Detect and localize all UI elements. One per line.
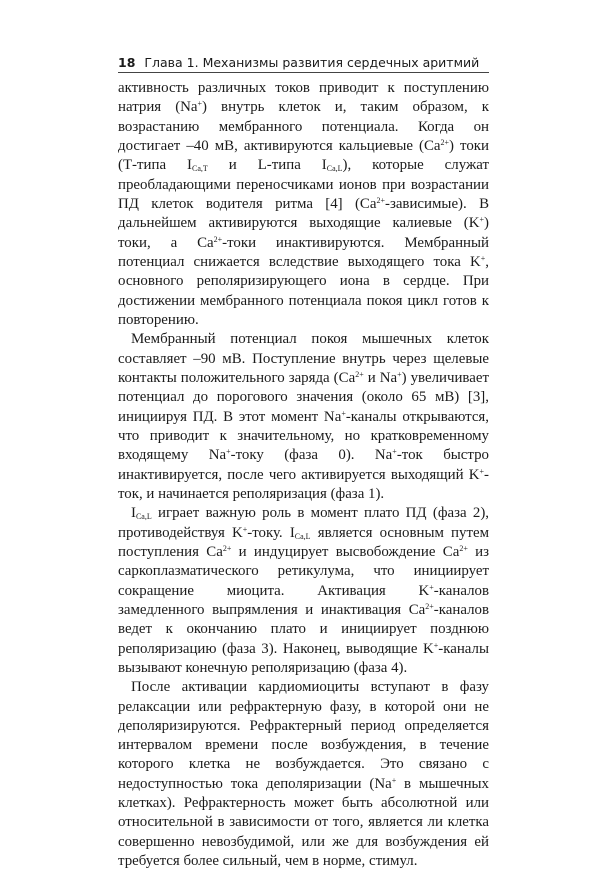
superscript: + bbox=[242, 524, 248, 534]
superscript: 2+ bbox=[355, 369, 364, 379]
superscript: 2+ bbox=[459, 543, 468, 553]
header-rule bbox=[118, 72, 489, 73]
text-run: ), которые служат преобладающими переносчиками ионов при возрастании ПД клеток водителя ритма [4] (Ca bbox=[118, 157, 489, 212]
text-run: и L-типа I bbox=[207, 157, 327, 174]
text-run: -ток, и начинается реполяризация (фаза 1). bbox=[118, 466, 489, 502]
text-run: ) внутрь клеток и, таким образом, к возрастанию мембранного потенциала. Когда он достигает –40 мВ, активируются кальциевые (Ca bbox=[118, 99, 489, 154]
text-run: и индуцирует высвобождение Ca bbox=[231, 543, 460, 560]
text-run: Мембранный потенциал покоя мышечных клеток составляет –90 мВ. Поступление внутрь через щелевые контакты положительного заряда (Ca bbox=[118, 331, 489, 386]
superscript: + bbox=[397, 369, 402, 379]
paragraph-1 bbox=[118, 79, 489, 330]
text-run: играет важную роль в момент плато ПД (фаза 2), противодействуя K bbox=[118, 505, 489, 541]
superscript: 2+ bbox=[222, 543, 232, 553]
superscript: 2+ bbox=[440, 137, 450, 147]
superscript: 2+ bbox=[376, 195, 385, 205]
superscript: + bbox=[433, 640, 439, 650]
chapter-title: Глава 1. Механизмы развития сердечных аритмий bbox=[144, 55, 480, 70]
text-run: , основного реполяризирующего иона в сердце. При достижении мембранного потенциала покоя цикл готов к повторению. bbox=[118, 253, 489, 328]
text-run: -ток быстро инактивируется, после чего активируется выходящий K bbox=[118, 447, 489, 483]
text-run: -каналов ведет к окончанию плато и инициирует позднюю реполяризацию (фаза 3). Наконец, выводящие K bbox=[118, 601, 489, 657]
running-header bbox=[118, 52, 488, 74]
text-run: в мышечных клетках). Рефрактерность может быть абсолютной или относительной в зависимости от того, является ли клетка совершенно невозбудимой, или же для возбуждения ей требуется более сильный, чем в норме, стимул. bbox=[118, 775, 489, 870]
subscript: Ca,L bbox=[326, 164, 343, 174]
text-run: активность различных токов приводит к поступлению натрия (Na bbox=[118, 80, 489, 116]
superscript: + bbox=[479, 215, 485, 225]
subscript: Ca,L bbox=[294, 531, 311, 541]
superscript: + bbox=[429, 582, 434, 592]
text-run: -току (фаза 0). Na bbox=[230, 447, 393, 464]
superscript: + bbox=[226, 447, 231, 457]
text-run: -каналы открываются, что приводит к значительному, но кратковременному входящему Na bbox=[118, 408, 489, 464]
text-run: -токи инактивируются. Мембранный потенциал снижается вследствие выходящего тока K bbox=[118, 234, 489, 270]
text-run: I bbox=[131, 505, 136, 522]
text-run: -току. I bbox=[247, 524, 295, 541]
superscript: + bbox=[480, 253, 486, 263]
superscript: + bbox=[479, 466, 485, 476]
text-run: из саркоплазматического ретикулума, что инициирует сокращение миоцита. Активация K bbox=[118, 543, 489, 599]
paragraph-2 bbox=[118, 330, 489, 504]
superscript: 2+ bbox=[213, 234, 223, 244]
text-run: ) токи, а Ca bbox=[118, 215, 489, 251]
text-run: ) токи (Т-типа I bbox=[118, 137, 489, 174]
page-number: 18 bbox=[118, 55, 136, 70]
superscript: + bbox=[391, 775, 397, 785]
text-run: -каналы вызывают конечную реполяризацию (фаза 4). bbox=[118, 640, 489, 676]
text-run: -зависимые). В дальнейшем активируются выходящие калиевые (K bbox=[118, 195, 489, 232]
paragraph-3 bbox=[118, 504, 489, 678]
text-run: ) увеличивает потенциал до порогового значения (около 65 мВ) [3], инициируя ПД. В этот момент Na bbox=[118, 369, 489, 425]
text-run: После активации кардиомиоциты вступают в фазу релаксации или рефрактерную фазу, в которой они не деполяризируются. Рефрактерный период определяется интервалом времени после возбуждения, в течение которого клетка не возбуждается. Это связано с недоступностью тока деполяризации (Na bbox=[118, 679, 489, 792]
text-run: и Na bbox=[363, 369, 398, 386]
superscript: + bbox=[197, 99, 203, 109]
superscript: + bbox=[341, 408, 346, 418]
subscript: Ca,L bbox=[135, 512, 152, 522]
paragraph-4 bbox=[118, 678, 489, 871]
superscript: + bbox=[392, 447, 397, 457]
text-run: является основным путем поступления Ca bbox=[118, 524, 489, 560]
text-run: -каналов замедленного выпрямления и инактивация Ca bbox=[118, 582, 489, 618]
body-text bbox=[118, 79, 489, 871]
superscript: 2+ bbox=[425, 601, 434, 611]
subscript: Ca,T bbox=[192, 164, 208, 174]
